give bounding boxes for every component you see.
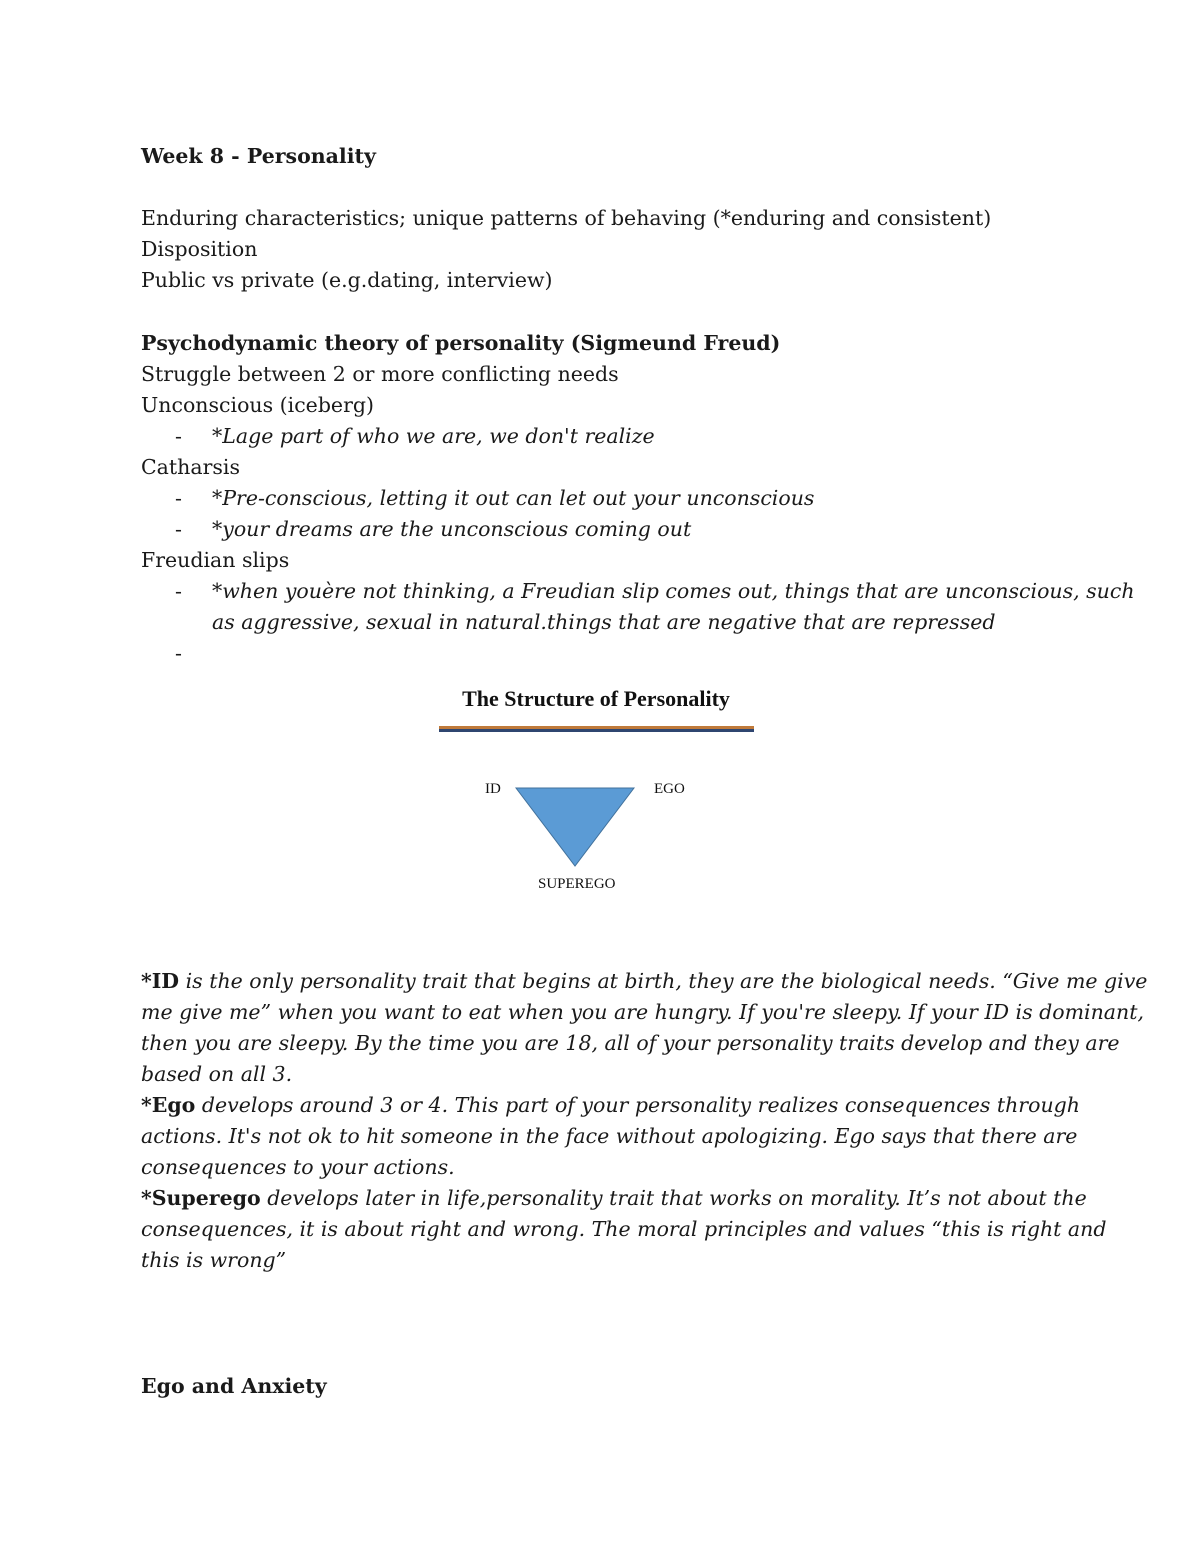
freudian-slips-label: Freudian slips	[141, 548, 290, 572]
inverted-triangle-shape	[516, 788, 634, 866]
figure-title: The Structure of Personality	[462, 686, 730, 711]
superego-text: develops later in life,personality trait that works on morality. It’s not about the	[260, 1186, 1087, 1210]
bullet-dash: -	[175, 424, 182, 448]
bullet-dash-empty: -	[175, 641, 182, 665]
superego-explanation-line	[141, 1183, 1087, 1214]
bullet-dash: -	[175, 579, 182, 603]
ego-label: EGO	[654, 781, 685, 797]
id-explanation-line: based on all 3.	[141, 1062, 293, 1086]
superego-explanation-line: consequences, it is about right and wrong. The moral principles and values “this is right and	[141, 1217, 1107, 1241]
id-text: is the only personality trait that begins at birth, they are the biological needs. “Give me give	[179, 969, 1148, 993]
freudian-slips-bullet-line: *when youère not thinking, a Freudian slip comes out, things that are unconscious, such	[212, 579, 1135, 603]
id-explanation-line: me give me” when you want to eat when you are hungry. If you're sleepy. If your ID is dominant,	[141, 1000, 1144, 1024]
section-heading-psychodynamic: Psychodynamic theory of personality (Sigmeund Freud)	[141, 331, 781, 355]
ego-explanation-line	[141, 1090, 1080, 1121]
id-label: ID	[485, 781, 501, 797]
intro-line: Disposition	[141, 237, 258, 261]
bullet-dash: -	[175, 517, 182, 541]
page-heading: Week 8 - Personality	[141, 144, 376, 168]
ego-term: *Ego	[141, 1093, 196, 1117]
ego-explanation-line: consequences to your actions.	[141, 1155, 455, 1179]
catharsis-bullet: *your dreams are the unconscious coming out	[212, 517, 692, 541]
id-explanation-line: then you are sleepy. By the time you are 18, all of your personality traits develop and they are	[141, 1031, 1120, 1055]
triangle-diagram	[340, 668, 860, 956]
freudian-slips-bullet-line: as aggressive, sexual in natural.things that are negative that are repressed	[212, 610, 996, 634]
id-explanation-line	[141, 966, 1147, 997]
id-term: *ID	[141, 969, 180, 993]
intro-line: Enduring characteristics; unique patterns of behaving (*enduring and consistent)	[141, 206, 992, 230]
section-heading-ego-anxiety: Ego and Anxiety	[141, 1374, 327, 1398]
catharsis-bullet: *Pre-conscious, letting it out can let out your unconscious	[212, 486, 815, 510]
superego-label: SUPEREGO	[538, 876, 616, 892]
catharsis-label: Catharsis	[141, 455, 240, 479]
ego-text: develops around 3 or 4. This part of your personality realizes consequences through	[195, 1093, 1080, 1117]
bullet-dash: -	[175, 486, 182, 510]
personality-structure-figure	[340, 668, 860, 956]
superego-explanation-line: this is wrong”	[141, 1248, 287, 1272]
unconscious-label: Unconscious (iceberg)	[141, 393, 374, 417]
intro-line: Public vs private (e.g.dating, interview)	[141, 268, 553, 292]
superego-term: *Superego	[141, 1186, 261, 1210]
struggle-line: Struggle between 2 or more conflicting needs	[141, 362, 619, 386]
ego-explanation-line: actions. It's not ok to hit someone in the face without apologizing. Ego says that there are	[141, 1124, 1078, 1148]
unconscious-bullet: *Lage part of who we are, we don't realize	[212, 424, 655, 448]
